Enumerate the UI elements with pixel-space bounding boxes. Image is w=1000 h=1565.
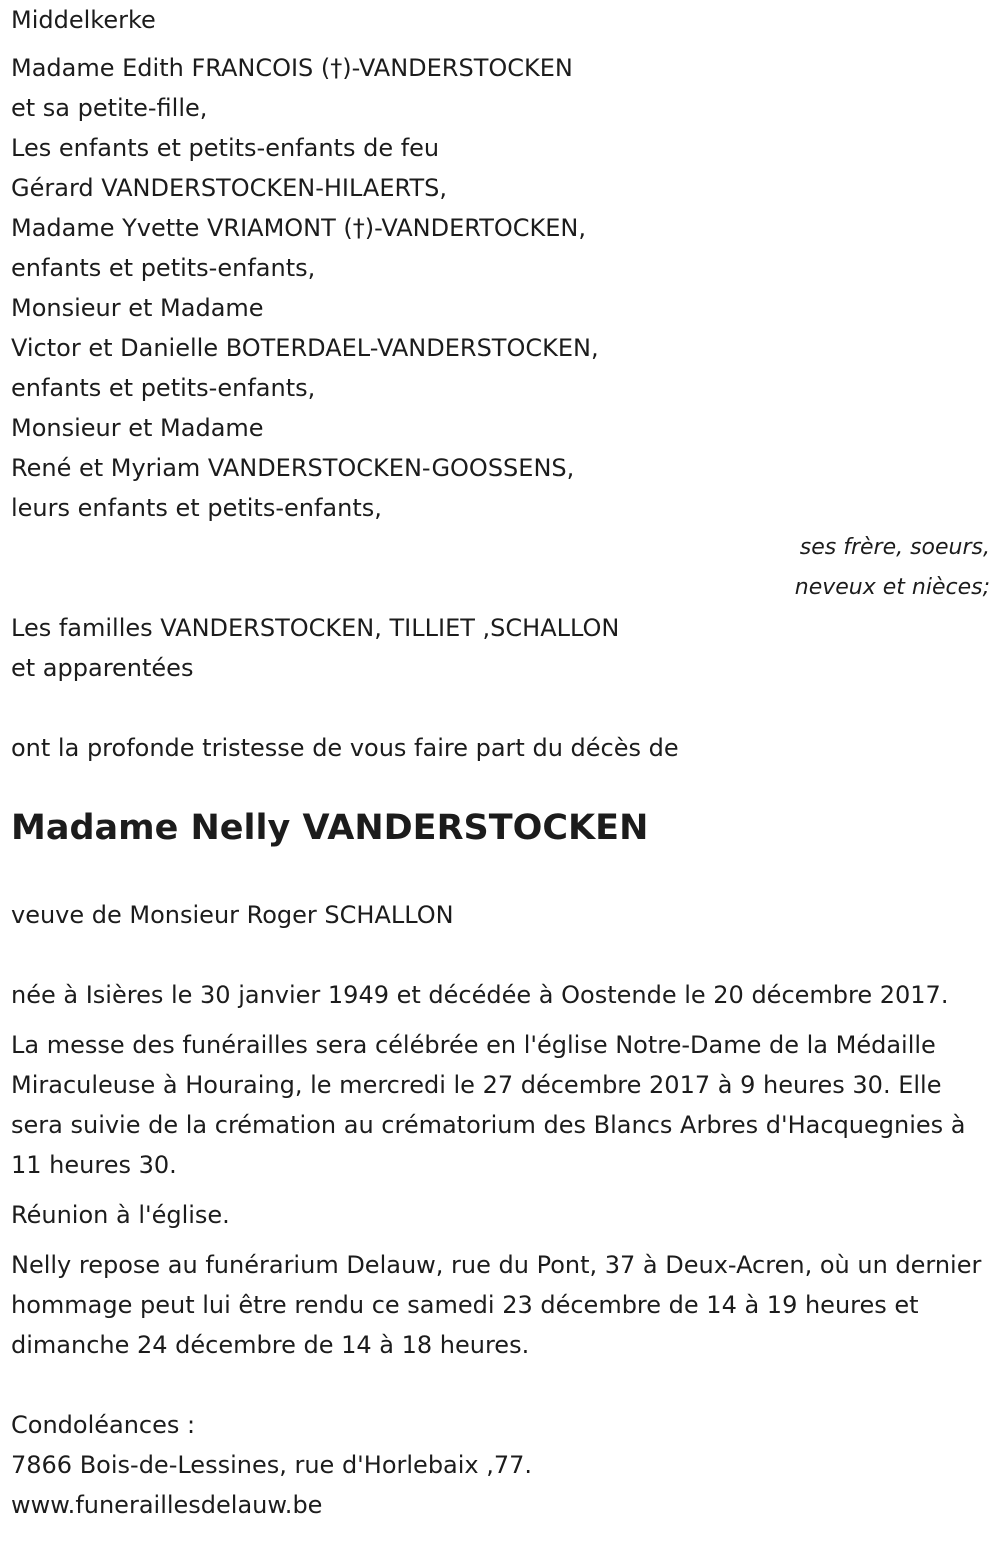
- family-line: Monsieur et Madame: [11, 294, 264, 322]
- place-name: Middelkerke: [11, 6, 156, 34]
- widow-of-text: veuve de Monsieur Roger SCHALLON: [11, 901, 454, 929]
- condolences-block: [11, 1405, 991, 1525]
- funeral-mass-text: La messe des funérailles sera célébrée en l'église Notre-Dame de la Médaille Miraculeuse à Houraing, le mercredi le 27 décembre 2017 à 9 heures 30. Elle sera suivie de la crémation au crématorium des Blancs Arbres d'Hacquegnies à 11 heures 30.: [11, 1031, 966, 1179]
- announcement-text: ont la profonde tristesse de vous faire part du décès de: [11, 734, 679, 762]
- families-line: et apparentées: [11, 654, 194, 682]
- obituary-notice: [11, 0, 991, 1525]
- siblings-note-line: ses frère, soeurs,: [799, 535, 990, 560]
- family-line: Les enfants et petits-enfants de feu: [11, 134, 440, 162]
- deceased-name: Madame Nelly VANDERSTOCKEN: [11, 808, 649, 848]
- reunion-text: Réunion à l'église.: [11, 1201, 230, 1229]
- family-line: et sa petite-fille,: [11, 94, 208, 122]
- family-line: Monsieur et Madame: [11, 414, 264, 442]
- family-list: [11, 48, 991, 528]
- siblings-note: [11, 528, 991, 608]
- family-line: leurs enfants et petits-enfants,: [11, 494, 382, 522]
- viewing-text: Nelly repose au funérarium Delauw, rue du Pont, 37 à Deux-Acren, où un dernier hommage peut lui être rendu ce samedi 23 décembre de 14 à 19 heures et dimanche 24 décembre de 14 à 18 heures.: [11, 1251, 982, 1359]
- family-line: Madame Edith FRANCOIS (†)-VANDERSTOCKEN: [11, 54, 573, 82]
- families-block: [11, 608, 991, 688]
- condolences-website-link[interactable]: www.funeraillesdelauw.be: [11, 1491, 323, 1519]
- family-line: Gérard VANDERSTOCKEN-HILAERTS,: [11, 174, 447, 202]
- condolences-label: Condoléances :: [11, 1411, 196, 1439]
- family-line: Victor et Danielle BOTERDAEL-VANDERSTOCKEN,: [11, 334, 599, 362]
- families-line: Les familles VANDERSTOCKEN, TILLIET ,SCHALLON: [11, 614, 620, 642]
- family-line: Madame Yvette VRIAMONT (†)-VANDERTOCKEN,: [11, 214, 587, 242]
- siblings-note-line: neveux et nièces;: [794, 575, 990, 600]
- family-line: enfants et petits-enfants,: [11, 374, 316, 402]
- family-line: René et Myriam VANDERSTOCKEN-GOOSSENS,: [11, 454, 575, 482]
- condolences-address: 7866 Bois-de-Lessines, rue d'Horlebaix ,77.: [11, 1451, 533, 1479]
- family-line: enfants et petits-enfants,: [11, 254, 316, 282]
- birth-death-text: née à Isières le 30 janvier 1949 et décédée à Oostende le 20 décembre 2017.: [11, 981, 949, 1009]
